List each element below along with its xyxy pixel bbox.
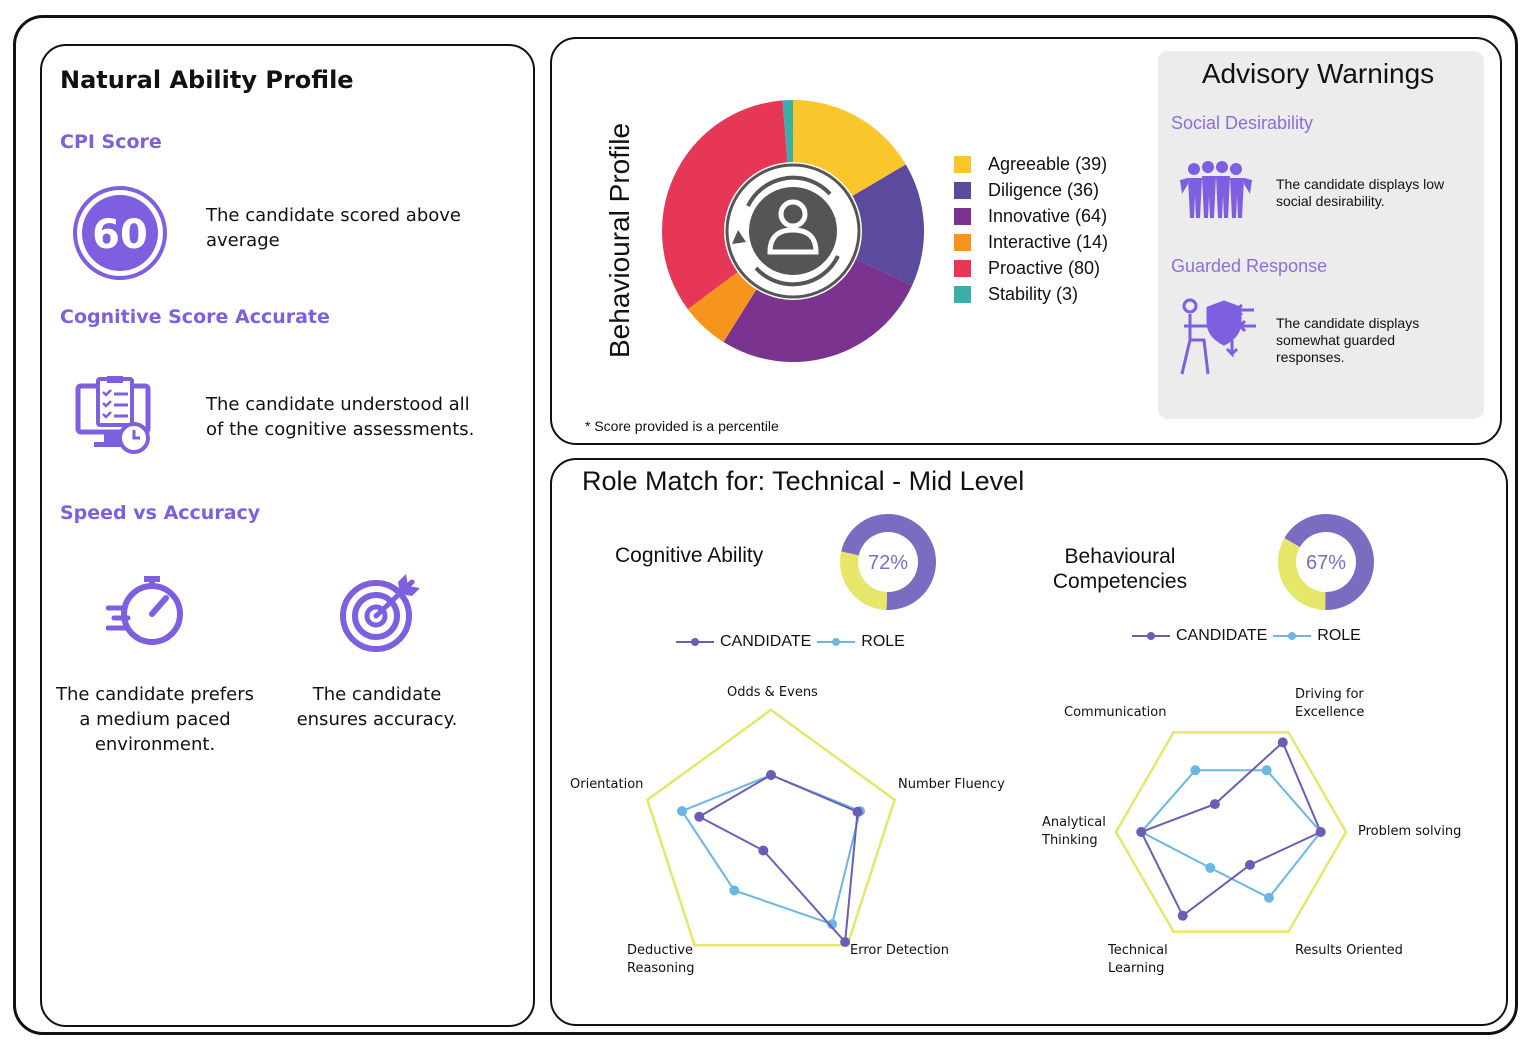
guarded-response-text: The candidate displays somewhat guarded responses. xyxy=(1276,315,1420,365)
cognitive-monitor-icon xyxy=(74,376,154,456)
radar-point-candidate xyxy=(840,937,850,947)
axis-communication: Communication xyxy=(1064,705,1167,720)
radar-point-role xyxy=(677,806,687,816)
advisory-title: Advisory Warnings xyxy=(1201,58,1435,89)
legend-swatch xyxy=(954,260,971,277)
axis-number-fluency: Number Fluency xyxy=(898,777,1005,792)
legend-swatch xyxy=(954,156,971,173)
radar-point-role xyxy=(729,885,739,895)
axis-technical-learning: Technical Learning xyxy=(1108,943,1168,976)
cpi-text: The candidate scored above average xyxy=(206,205,461,251)
legend-label: Proactive (80) xyxy=(988,257,1101,278)
radar-point-candidate xyxy=(1245,860,1255,870)
cognitive-radar-chart xyxy=(550,680,1030,980)
behavioural-profile-title: Behavioural Profile xyxy=(604,122,635,358)
axis-orientation: Orientation xyxy=(570,777,644,792)
guarded-response-heading: Guarded Response xyxy=(1171,256,1328,276)
radar-outline xyxy=(1116,732,1346,931)
percentile-footnote: * Score provided is a percentile xyxy=(585,418,779,434)
cognitive-heading: Cognitive Score Accurate xyxy=(60,306,330,328)
behavioural-donut-chart xyxy=(660,98,926,364)
radar-point-candidate xyxy=(694,812,704,822)
legend-item xyxy=(954,231,1108,253)
legend-item xyxy=(954,153,1107,175)
legend-swatch xyxy=(954,182,971,199)
behavioural-competencies-label: Behavioural Competencies xyxy=(1052,545,1188,593)
legend-item xyxy=(954,179,1099,201)
role-legend-marker xyxy=(1273,630,1311,642)
accuracy-text: The candidate ensures accuracy. xyxy=(296,684,458,730)
stopwatch-icon xyxy=(106,572,186,652)
cognitive-match-pct: 72% xyxy=(867,552,909,574)
legend-swatch xyxy=(954,234,971,251)
legend-swatch xyxy=(954,208,971,225)
radar-point-role xyxy=(1262,765,1272,775)
cognitive-ability-label: Cognitive Ability xyxy=(615,544,764,567)
radar-point-role xyxy=(1190,765,1200,775)
cognitive-radar-legend: CANDIDATE ROLE xyxy=(676,633,905,651)
legend-label: Interactive (14) xyxy=(988,231,1109,252)
role-legend-marker xyxy=(817,636,855,648)
social-desirability-text: The candidate displays low social desirability. xyxy=(1276,176,1445,209)
role-match-title: Role Match for: Technical - Mid Level xyxy=(582,466,1025,496)
radar-point-candidate xyxy=(1278,737,1288,747)
legend-label: Stability (3) xyxy=(988,283,1079,304)
legend-item xyxy=(954,205,1107,227)
radar-point-candidate xyxy=(1178,911,1188,921)
legend-label: Diligence (36) xyxy=(988,179,1100,200)
radar-outline xyxy=(647,710,894,945)
axis-analytical-thinking: Analytical Thinking xyxy=(1042,815,1106,848)
social-desirability-heading: Social Desirability xyxy=(1171,113,1314,133)
axis-deductive-reasoning: Deductive Reasoning xyxy=(627,943,695,976)
radar-point-role xyxy=(1264,893,1274,903)
radar-series-role xyxy=(682,775,860,924)
radar-point-candidate xyxy=(1316,827,1326,837)
guarded-shield-icon xyxy=(1176,296,1260,380)
radar-series-candidate xyxy=(1141,742,1320,915)
legend-label: Agreeable (39) xyxy=(988,153,1108,174)
cpi-score-value: 60 xyxy=(92,212,148,258)
radar-point-candidate xyxy=(853,807,863,817)
legend-item xyxy=(954,283,1078,305)
legend-label: Innovative (64) xyxy=(988,205,1108,226)
axis-odds-evens: Odds & Evens xyxy=(727,685,818,700)
panel-title: Natural Ability Profile xyxy=(60,66,354,94)
behavioural-radar-legend: CANDIDATE ROLE xyxy=(1132,627,1361,645)
radar-point-candidate xyxy=(1210,799,1220,809)
candidate-legend-marker xyxy=(1132,630,1170,642)
target-icon xyxy=(338,570,424,656)
axis-results-oriented: Results Oriented xyxy=(1295,943,1403,958)
axis-problem-solving: Problem solving xyxy=(1358,824,1462,839)
axis-driving-excellence: Driving for Excellence xyxy=(1295,687,1365,720)
candidate-legend-marker xyxy=(676,636,714,648)
radar-point-candidate xyxy=(1136,827,1146,837)
legend-item xyxy=(954,257,1100,279)
cpi-score-badge xyxy=(72,185,168,281)
radar-point-candidate xyxy=(758,846,768,856)
axis-error-detection: Error Detection xyxy=(850,943,949,958)
behavioural-match-pct: 67% xyxy=(1305,552,1347,574)
donut-slice-remaining xyxy=(1278,538,1325,610)
behavioural-match-donut xyxy=(1274,510,1378,614)
speed-heading: Speed vs Accuracy xyxy=(60,502,261,524)
legend-swatch xyxy=(954,286,971,303)
cognitive-text: The candidate understood all of the cognitive assessments. xyxy=(206,394,475,440)
group-people-icon xyxy=(1178,160,1254,220)
radar-point-role xyxy=(1205,863,1215,873)
cpi-heading: CPI Score xyxy=(60,131,162,153)
cognitive-match-donut xyxy=(836,510,940,614)
speed-text: The candidate prefers a medium paced environment. xyxy=(56,684,254,755)
radar-point-candidate xyxy=(766,770,776,780)
